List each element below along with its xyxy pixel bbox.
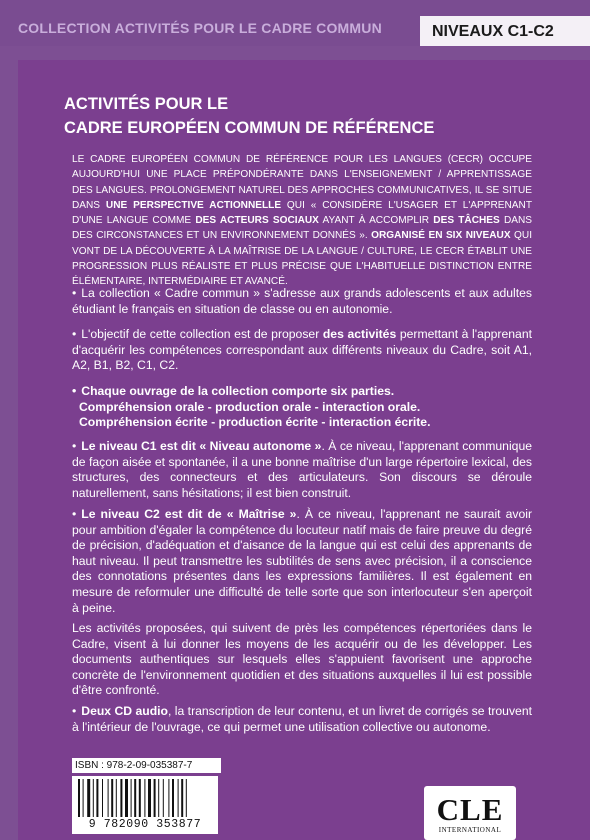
paragraph-cd [72, 704, 532, 735]
parts-text-1: Chaque ouvrage de la collection comporte six parties. [81, 384, 395, 398]
barcode-bars [78, 779, 212, 819]
publisher-logo [424, 786, 516, 840]
paragraph-text: L'objectif de cette collection est de proposer [81, 327, 323, 341]
title-line-1: ACTIVITÉS POUR LE [64, 95, 229, 113]
barcode-digits: 9 782090 353877 [88, 818, 202, 831]
paragraph-objective [72, 327, 532, 374]
isbn-label: ISBN : 978-2-09-035387-7 [72, 758, 221, 773]
paragraph-text: . À ce niveau, l'apprenant ne saurait avoir pour ambition d'égaler la compétence du locuteur natif mais de faire preuve du degré de précision, d'adéquation et d'aisance de la langue qui est celui des apprenants de haut niveau. Il peut transmettre les subtilités de sens avec précision, il a conscience des connotations présentes dans les expressions familières. Il est également en mesure de reformuler une difficulté de telle sorte que son interlocuteur s'en aperçoit à peine. [72, 507, 533, 615]
paragraph-text: La collection « Cadre commun » s'adresse aux grands adolescents et aux adultes étudiant le français en situation de classe ou en autonomie. [72, 286, 532, 316]
parts-line-2: Compréhension orale - production orale - interaction orale. [79, 399, 421, 414]
paragraph-bold: Deux CD audio [81, 704, 168, 718]
paragraph-parts [72, 384, 532, 431]
bullet: • [72, 439, 77, 453]
paragraph-text: , la transcription de leur contenu, et un livret de corrigés se trouvent à l'intérieur de l'ouvrage, ce qui permet une utilisation collective ou autonome. [72, 704, 532, 734]
paragraph-text: Les activités proposées, qui suivent de près les compétences répertoriées dans le Cadre, visent à lui donner les moyens de les acquérir ou de les développer. Les documents authentiques sur lesquels elles s'appuient favorisent une approche concrète de l'environnement quotidien et des situations auxquelles il lui est possible d'être confronté. [72, 621, 532, 698]
paragraph-text: . À ce niveau, l'apprenant communique de façon aisée et spontanée, il a une bonne maîtrise d'un large répertoire lexical, des structures, des connecteurs et des articulateurs. Son discours se déroule naturellement, sans hésitations; il est bien construit. [72, 439, 532, 500]
intro-bold-4: ORGANISÉ EN SIX NIVEAUX [371, 230, 511, 242]
paragraph-activities [72, 621, 532, 699]
parts-line-3: Compréhension écrite - production écrite - interaction écrite. [79, 415, 431, 430]
bullet: • [72, 704, 77, 718]
parts-line-1 [72, 384, 532, 400]
bullet: • [72, 286, 77, 300]
series-title: COLLECTION ACTIVITÉS POUR LE CADRE COMMUN [18, 20, 382, 36]
intro-text-5: QUI VONT DE LA DÉCOUVERTE À LA MAÎTRISE DE LA LANGUE / CULTURE, LE CECR ÉTABLIT UNE PROGRESSION PLUS RÉALISTE ET PLUS PRÉCISE QUE L'HABITUELLE DISTINCTION ENTRE ÉLÉMENTAIRE, INTERMÉDIAIRE ET AVANCÉ. [72, 230, 532, 288]
bullet: • [72, 327, 77, 341]
paragraph-bold: Le niveau C1 est dit « Niveau autonome » [81, 439, 322, 453]
paragraph-audience [72, 286, 532, 317]
barcode [72, 776, 218, 834]
paragraph-c2 [72, 507, 532, 616]
intro-text-3: AYANT À ACCOMPLIR [318, 215, 434, 227]
intro-paragraph [72, 152, 532, 290]
intro-bold-3: DES TÂCHES [433, 215, 500, 227]
paragraph-bold: des activités [322, 327, 397, 341]
intro-bold-2: DES ACTEURS SOCIAUX [195, 215, 319, 227]
title-line-2: CADRE EUROPÉEN COMMUN DE RÉFÉRENCE [64, 119, 435, 137]
intro-text-2: QUI « CONSIDÈRE L'USAGER ET L'APPRENANT D'UNE LANGUE COMME [72, 199, 532, 227]
intro-bold-1: UNE PERSPECTIVE ACTIONNELLE [105, 199, 282, 211]
bullet: • [72, 384, 77, 398]
intro-text-1: LE CADRE EUROPÉEN COMMUN DE RÉFÉRENCE POUR LES LANGUES (CECR) OCCUPE AUJOURD'HUI UNE PLACE PRÉPONDÉRANTE DANS L'ENSEIGNEMENT / APPRENTISSAGE DES LANGUES. PROLONGEMENT NATUREL DES APPROCHES COMMUNICATIVES, IL SE SITUE DANS [72, 154, 532, 211]
paragraph-text: permettant à l'apprenant d'acquérir les compétences correspondant aux différents niveaux du Cadre, soit A1, A2, B1, B2, C1, C2. [72, 327, 532, 373]
paragraph-c1 [72, 439, 532, 501]
intro-text-4: DANS DES CIRCONSTANCES ET UN ENVIRONNEMENT DONNÉS ». [72, 215, 532, 242]
levels-badge [420, 16, 590, 46]
paragraph-bold: Le niveau C2 est dit de « Maîtrise » [81, 507, 297, 521]
publisher-logo-sub: INTERNATIONAL [438, 826, 502, 834]
page-title [64, 92, 434, 140]
publisher-logo-mark: CLE [436, 792, 504, 827]
bullet: • [72, 507, 77, 521]
levels-label: NIVEAUX C1-C2 [432, 23, 554, 40]
